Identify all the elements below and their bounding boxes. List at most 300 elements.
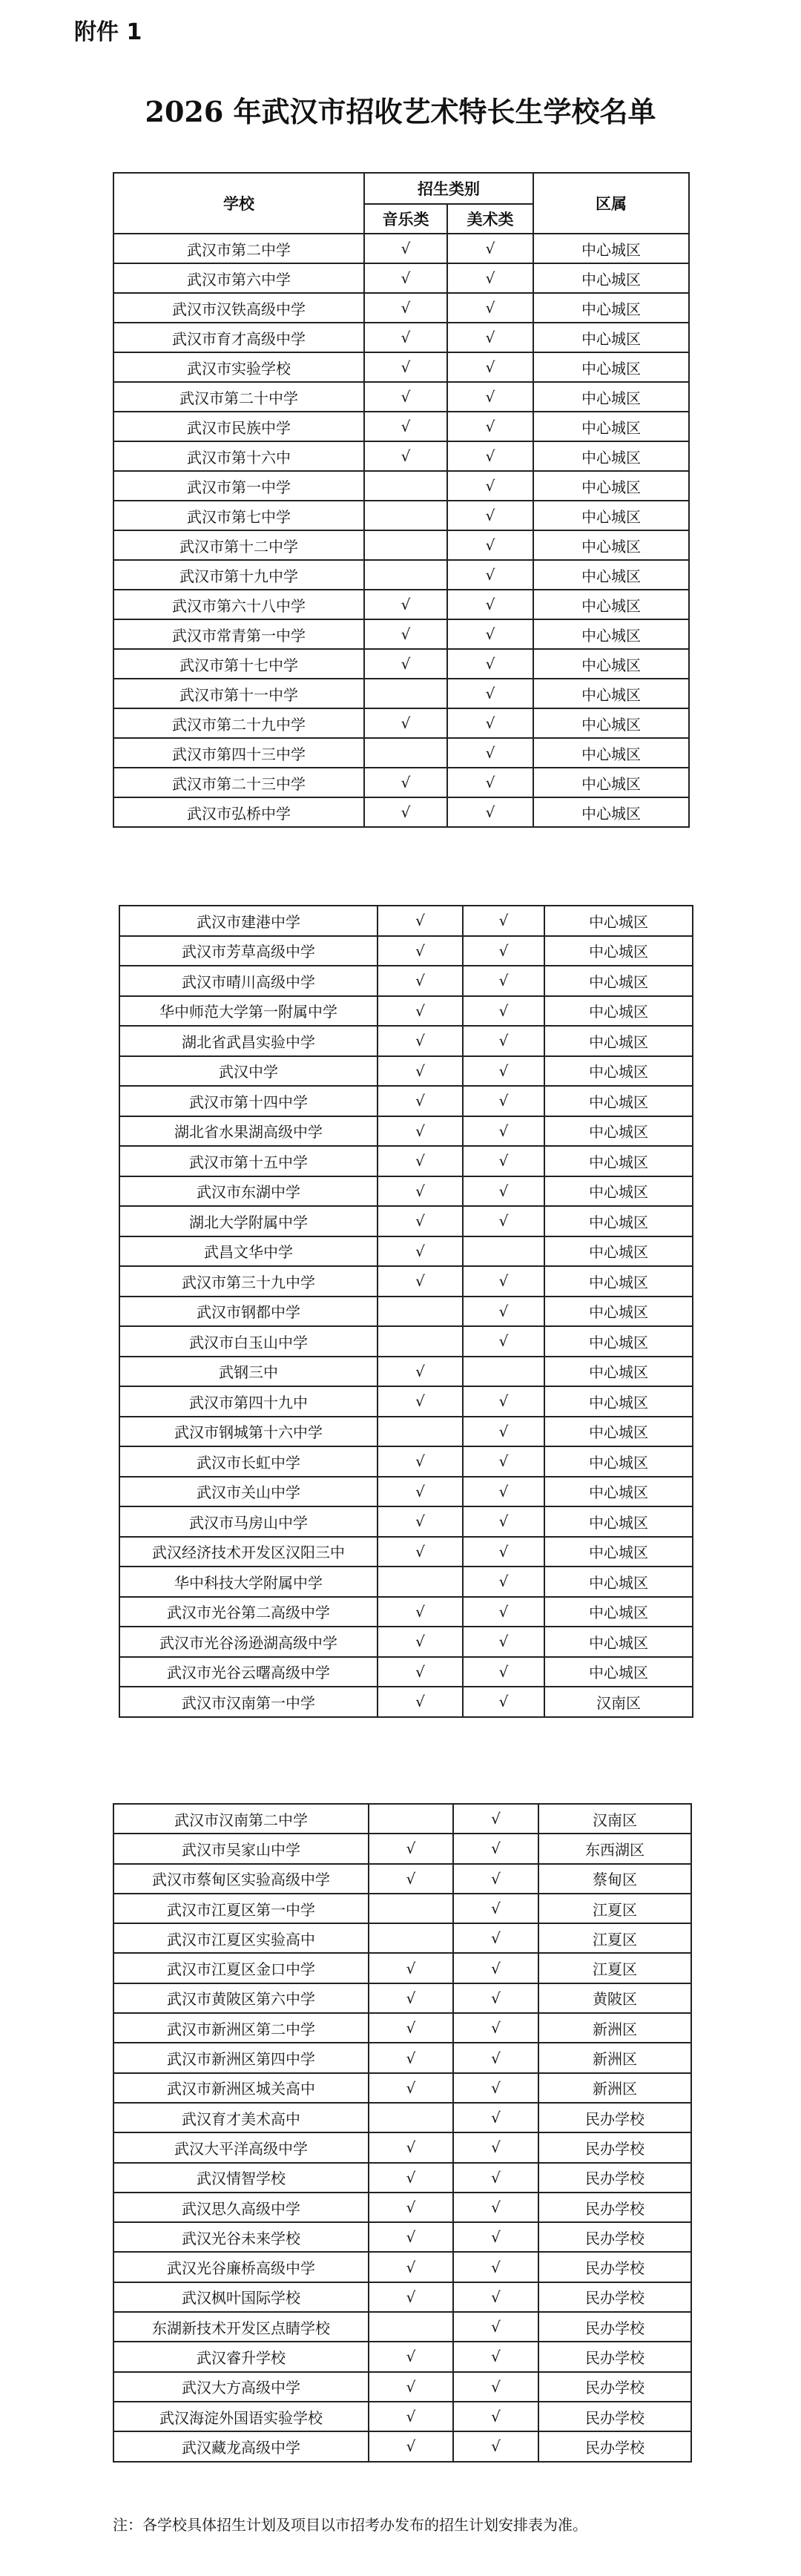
- district-cell: 东西湖区: [538, 1834, 691, 1863]
- art-check-cell: √: [453, 2312, 538, 2342]
- table-row: [113, 2043, 691, 2072]
- table-row: [119, 1687, 693, 1717]
- school-name-cell: 武汉市第十六中: [113, 441, 364, 471]
- music-check-cell: √: [378, 1446, 463, 1477]
- district-cell: 中心城区: [533, 679, 689, 708]
- art-check-cell: √: [447, 323, 533, 352]
- district-cell: 中心城区: [544, 1176, 693, 1207]
- music-check-cell: [364, 471, 447, 501]
- table-row: [113, 679, 689, 708]
- district-cell: 中心城区: [533, 768, 689, 797]
- table-row: [113, 1834, 691, 1863]
- music-check-cell: √: [369, 2132, 453, 2162]
- art-check-cell: √: [453, 1953, 538, 1983]
- music-check-cell: √: [364, 797, 447, 827]
- district-cell: 中心城区: [544, 1597, 693, 1627]
- table-row: [113, 2372, 691, 2402]
- school-name-cell: 武汉市光谷第二高级中学: [119, 1597, 378, 1627]
- art-check-cell: √: [463, 1687, 544, 1717]
- table-row: [113, 2193, 691, 2222]
- district-cell: 中心城区: [533, 263, 689, 293]
- school-name-cell: 武汉市育才高级中学: [113, 323, 364, 352]
- table-row: [113, 382, 689, 412]
- header-category: 招生类别: [364, 173, 533, 204]
- district-cell: 中心城区: [533, 323, 689, 352]
- art-check-cell: √: [463, 1297, 544, 1327]
- school-name-cell: 武汉海淀外国语实验学校: [113, 2402, 369, 2431]
- district-cell: 中心城区: [533, 471, 689, 501]
- district-cell: 江夏区: [538, 1953, 691, 1983]
- school-name-cell: 武汉市第二十三中学: [113, 768, 364, 797]
- district-cell: 中心城区: [533, 560, 689, 590]
- art-check-cell: √: [453, 1864, 538, 1894]
- school-name-cell: 湖北省水果湖高级中学: [119, 1116, 378, 1147]
- school-name-cell: 武汉枫叶国际学校: [113, 2282, 369, 2312]
- district-cell: 中心城区: [533, 649, 689, 679]
- table-row: [119, 1477, 693, 1507]
- district-cell: 中心城区: [533, 412, 689, 441]
- art-check-cell: √: [447, 441, 533, 471]
- table-row: [113, 2073, 691, 2103]
- art-check-cell: √: [453, 2132, 538, 2162]
- school-table-2: [119, 905, 693, 1718]
- table-row: [119, 1506, 693, 1537]
- district-cell: 中心城区: [544, 1537, 693, 1567]
- music-check-cell: √: [378, 1116, 463, 1147]
- art-check-cell: √: [453, 2193, 538, 2222]
- table-row: [113, 2312, 691, 2342]
- table-row: [113, 2132, 691, 2162]
- table-row: [113, 1953, 691, 1983]
- district-cell: 中心城区: [533, 382, 689, 412]
- art-check-cell: √: [447, 530, 533, 560]
- table-row: [113, 1923, 691, 1953]
- district-cell: 中心城区: [544, 1446, 693, 1477]
- art-check-cell: √: [463, 1567, 544, 1597]
- school-name-cell: 武汉市第七中学: [113, 501, 364, 530]
- school-name-cell: 武汉市第一中学: [113, 471, 364, 501]
- header-art: 美术类: [447, 204, 533, 234]
- art-check-cell: √: [463, 1146, 544, 1176]
- art-check-cell: √: [453, 1983, 538, 2013]
- school-name-cell: 武汉光谷廉桥高级中学: [113, 2252, 369, 2282]
- district-cell: 中心城区: [533, 352, 689, 382]
- attachment-label: 附件 1: [74, 19, 142, 45]
- art-check-cell: √: [447, 471, 533, 501]
- school-name-cell: 武汉市江夏区金口中学: [113, 1953, 369, 1983]
- art-check-cell: √: [453, 2013, 538, 2043]
- art-check-cell: √: [453, 2431, 538, 2461]
- table-row: [119, 1236, 693, 1267]
- art-check-cell: √: [453, 2222, 538, 2252]
- district-cell: 中心城区: [533, 619, 689, 649]
- table-row: [119, 1326, 693, 1357]
- table-row: [113, 530, 689, 560]
- art-check-cell: √: [453, 2342, 538, 2371]
- art-check-cell: √: [463, 1326, 544, 1357]
- school-name-cell: 武汉市长虹中学: [119, 1446, 378, 1477]
- table-row: [113, 2402, 691, 2431]
- school-name-cell: 武汉市第二中学: [113, 234, 364, 263]
- school-name-cell: 武汉睿升学校: [113, 2342, 369, 2371]
- art-check-cell: √: [447, 708, 533, 738]
- district-cell: 民办学校: [538, 2431, 691, 2461]
- table-row: [113, 2163, 691, 2193]
- district-cell: 中心城区: [544, 1657, 693, 1687]
- district-cell: 汉南区: [538, 1804, 691, 1834]
- art-check-cell: √: [463, 1506, 544, 1537]
- table-row: [113, 2282, 691, 2312]
- table-row: [119, 1657, 693, 1687]
- music-check-cell: √: [378, 1056, 463, 1087]
- district-cell: 民办学校: [538, 2372, 691, 2402]
- district-cell: 中心城区: [544, 1236, 693, 1267]
- school-name-cell: 武汉市新洲区第四中学: [113, 2043, 369, 2072]
- school-name-cell: 武汉光谷未来学校: [113, 2222, 369, 2252]
- art-check-cell: √: [463, 1417, 544, 1447]
- district-cell: 民办学校: [538, 2193, 691, 2222]
- music-check-cell: [378, 1326, 463, 1357]
- district-cell: 中心城区: [533, 738, 689, 768]
- district-cell: 中心城区: [533, 530, 689, 560]
- music-check-cell: [378, 1417, 463, 1447]
- music-check-cell: √: [378, 1236, 463, 1267]
- school-name-cell: 武汉市钢都中学: [119, 1297, 378, 1327]
- school-name-cell: 武汉市第十一中学: [113, 679, 364, 708]
- music-check-cell: √: [378, 936, 463, 966]
- school-name-cell: 武汉市芳草高级中学: [119, 936, 378, 966]
- art-check-cell: √: [453, 2252, 538, 2282]
- school-name-cell: 武汉思久高级中学: [113, 2193, 369, 2222]
- school-name-cell: 武汉市建港中学: [119, 906, 378, 936]
- school-name-cell: 武汉市常青第一中学: [113, 619, 364, 649]
- art-check-cell: √: [447, 590, 533, 619]
- music-check-cell: √: [369, 2013, 453, 2043]
- art-check-cell: √: [463, 1026, 544, 1056]
- art-check-cell: √: [447, 234, 533, 263]
- district-cell: 中心城区: [533, 708, 689, 738]
- district-cell: 中心城区: [544, 1506, 693, 1537]
- table-row: [119, 1567, 693, 1597]
- school-name-cell: 武汉市马房山中学: [119, 1506, 378, 1537]
- school-name-cell: 武汉市第十九中学: [113, 560, 364, 590]
- district-cell: 中心城区: [533, 590, 689, 619]
- music-check-cell: √: [369, 1834, 453, 1863]
- district-cell: 中心城区: [544, 936, 693, 966]
- art-check-cell: √: [463, 966, 544, 996]
- music-check-cell: √: [378, 1657, 463, 1687]
- school-name-cell: 武汉市第二十中学: [113, 382, 364, 412]
- table-row: [113, 560, 689, 590]
- district-cell: 新洲区: [538, 2013, 691, 2043]
- table-row: [113, 263, 689, 293]
- music-check-cell: √: [364, 293, 447, 323]
- table-row: [113, 2103, 691, 2132]
- table-row: [113, 619, 689, 649]
- district-cell: 中心城区: [544, 1386, 693, 1417]
- school-name-cell: 武汉市第十七中学: [113, 649, 364, 679]
- music-check-cell: √: [378, 1086, 463, 1116]
- district-cell: 中心城区: [533, 501, 689, 530]
- music-check-cell: √: [378, 1506, 463, 1537]
- music-check-cell: √: [378, 1206, 463, 1236]
- district-cell: 中心城区: [544, 1477, 693, 1507]
- music-check-cell: √: [369, 2163, 453, 2193]
- music-check-cell: [364, 560, 447, 590]
- art-check-cell: √: [463, 996, 544, 1027]
- district-cell: 中心城区: [544, 1056, 693, 1087]
- school-name-cell: 武汉市民族中学: [113, 412, 364, 441]
- music-check-cell: √: [369, 2372, 453, 2402]
- art-check-cell: √: [463, 1056, 544, 1087]
- music-check-cell: √: [378, 1176, 463, 1207]
- school-name-cell: 武汉市东湖中学: [119, 1176, 378, 1207]
- school-name-cell: 东湖新技术开发区点睛学校: [113, 2312, 369, 2342]
- music-check-cell: [364, 501, 447, 530]
- school-name-cell: 武汉市江夏区实验高中: [113, 1923, 369, 1953]
- district-cell: 民办学校: [538, 2402, 691, 2431]
- music-check-cell: √: [369, 1953, 453, 1983]
- art-check-cell: √: [447, 501, 533, 530]
- district-cell: 中心城区: [544, 1297, 693, 1327]
- art-check-cell: √: [463, 1086, 544, 1116]
- music-check-cell: √: [378, 1627, 463, 1657]
- art-check-cell: √: [447, 768, 533, 797]
- district-cell: 江夏区: [538, 1894, 691, 1923]
- district-cell: 中心城区: [544, 906, 693, 936]
- school-name-cell: 武汉市第六十八中学: [113, 590, 364, 619]
- music-check-cell: √: [378, 1026, 463, 1056]
- table-row: [113, 412, 689, 441]
- music-check-cell: [364, 679, 447, 708]
- school-name-cell: 武昌文华中学: [119, 1236, 378, 1267]
- art-check-cell: √: [463, 1537, 544, 1567]
- school-name-cell: 武汉藏龙高级中学: [113, 2431, 369, 2461]
- district-cell: 民办学校: [538, 2342, 691, 2371]
- table-row: [113, 352, 689, 382]
- music-check-cell: √: [369, 2043, 453, 2072]
- school-name-cell: 武汉市第十二中学: [113, 530, 364, 560]
- music-check-cell: √: [378, 1597, 463, 1627]
- music-check-cell: √: [364, 708, 447, 738]
- table-row: [113, 2431, 691, 2461]
- district-cell: 中心城区: [544, 1417, 693, 1447]
- school-name-cell: 武汉市光谷汤逊湖高级中学: [119, 1627, 378, 1657]
- art-check-cell: √: [463, 1627, 544, 1657]
- school-name-cell: 武汉市第十五中学: [119, 1146, 378, 1176]
- school-name-cell: 武钢三中: [119, 1357, 378, 1387]
- table-row: [119, 1386, 693, 1417]
- table-row: [119, 1116, 693, 1147]
- school-name-cell: 武汉中学: [119, 1056, 378, 1087]
- table-row: [113, 2252, 691, 2282]
- art-check-cell: √: [453, 2402, 538, 2431]
- district-cell: 民办学校: [538, 2252, 691, 2282]
- school-name-cell: 武汉市江夏区第一中学: [113, 1894, 369, 1923]
- music-check-cell: [369, 1894, 453, 1923]
- table-row: [119, 1086, 693, 1116]
- district-cell: 中心城区: [544, 966, 693, 996]
- music-check-cell: [378, 1297, 463, 1327]
- music-check-cell: [369, 2103, 453, 2132]
- art-check-cell: √: [453, 1804, 538, 1834]
- music-check-cell: √: [369, 2193, 453, 2222]
- music-check-cell: √: [364, 412, 447, 441]
- table-row: [119, 1357, 693, 1387]
- music-check-cell: √: [364, 441, 447, 471]
- music-check-cell: √: [364, 619, 447, 649]
- district-cell: 蔡甸区: [538, 1864, 691, 1894]
- district-cell: 中心城区: [544, 1086, 693, 1116]
- music-check-cell: √: [364, 323, 447, 352]
- school-name-cell: 武汉市白玉山中学: [119, 1326, 378, 1357]
- district-cell: 中心城区: [544, 1567, 693, 1597]
- school-name-cell: 武汉市关山中学: [119, 1477, 378, 1507]
- table-row: [119, 1266, 693, 1297]
- art-check-cell: √: [453, 2103, 538, 2132]
- table-row: [119, 1206, 693, 1236]
- district-cell: 中心城区: [544, 1146, 693, 1176]
- table-row: [113, 323, 689, 352]
- music-check-cell: √: [364, 263, 447, 293]
- school-table-1: [113, 172, 690, 828]
- art-check-cell: [463, 1236, 544, 1267]
- art-check-cell: √: [463, 1386, 544, 1417]
- music-check-cell: √: [369, 2402, 453, 2431]
- district-cell: 中心城区: [544, 1026, 693, 1056]
- art-check-cell: √: [463, 1657, 544, 1687]
- art-check-cell: √: [447, 382, 533, 412]
- table-row: [113, 234, 689, 263]
- table-row: [113, 2342, 691, 2371]
- music-check-cell: √: [364, 352, 447, 382]
- art-check-cell: √: [463, 1266, 544, 1297]
- table-row: [113, 1864, 691, 1894]
- music-check-cell: √: [378, 966, 463, 996]
- school-name-cell: 武汉市光谷云曙高级中学: [119, 1657, 378, 1687]
- table-row: [113, 2013, 691, 2043]
- art-check-cell: √: [447, 619, 533, 649]
- music-check-cell: [369, 2312, 453, 2342]
- school-name-cell: 武汉市第二十九中学: [113, 708, 364, 738]
- page-title: 2026 年武汉市招收艺术特长生学校名单: [145, 95, 656, 128]
- district-cell: 民办学校: [538, 2222, 691, 2252]
- school-name-cell: 武汉市黄陂区第六中学: [113, 1983, 369, 2013]
- music-check-cell: √: [364, 382, 447, 412]
- table-row: [113, 649, 689, 679]
- art-check-cell: √: [453, 2163, 538, 2193]
- district-cell: 新洲区: [538, 2043, 691, 2072]
- table-row: [119, 1056, 693, 1087]
- table-row: [119, 1176, 693, 1207]
- header-music: 音乐类: [364, 204, 447, 234]
- district-cell: 中心城区: [544, 1206, 693, 1236]
- school-name-cell: 武汉市实验学校: [113, 352, 364, 382]
- table-row: [119, 936, 693, 966]
- art-check-cell: √: [453, 1894, 538, 1923]
- table-row: [119, 1627, 693, 1657]
- art-check-cell: √: [447, 293, 533, 323]
- table-row: [119, 996, 693, 1027]
- art-check-cell: √: [453, 1834, 538, 1863]
- art-check-cell: √: [447, 560, 533, 590]
- music-check-cell: √: [378, 1687, 463, 1717]
- table-row: [119, 1537, 693, 1567]
- music-check-cell: √: [369, 1864, 453, 1894]
- table-row: [119, 906, 693, 936]
- music-check-cell: √: [364, 234, 447, 263]
- school-name-cell: 武汉市晴川高级中学: [119, 966, 378, 996]
- district-cell: 中心城区: [544, 1326, 693, 1357]
- school-name-cell: 武汉市汉南第一中学: [119, 1687, 378, 1717]
- table-row: [119, 966, 693, 996]
- table-row: [113, 797, 689, 827]
- music-check-cell: √: [378, 1477, 463, 1507]
- art-check-cell: √: [447, 738, 533, 768]
- district-cell: 黄陂区: [538, 1983, 691, 2013]
- district-cell: 中心城区: [533, 797, 689, 827]
- table-row: [113, 1983, 691, 2013]
- school-name-cell: 华中师范大学第一附属中学: [119, 996, 378, 1027]
- school-name-cell: 武汉市汉南第二中学: [113, 1804, 369, 1834]
- music-check-cell: [369, 1804, 453, 1834]
- art-check-cell: √: [447, 352, 533, 382]
- footnote: 注：各学校具体招生计划及项目以市招考办发布的招生计划安排表为准。: [113, 2516, 587, 2534]
- art-check-cell: √: [447, 649, 533, 679]
- music-check-cell: √: [378, 1146, 463, 1176]
- music-check-cell: √: [378, 1357, 463, 1387]
- district-cell: 汉南区: [544, 1687, 693, 1717]
- art-check-cell: √: [463, 1477, 544, 1507]
- music-check-cell: [364, 738, 447, 768]
- table-row: [113, 768, 689, 797]
- music-check-cell: √: [369, 1983, 453, 2013]
- table-row: [113, 441, 689, 471]
- art-check-cell: √: [453, 2282, 538, 2312]
- art-check-cell: √: [447, 263, 533, 293]
- art-check-cell: √: [463, 1176, 544, 1207]
- school-name-cell: 武汉市第六中学: [113, 263, 364, 293]
- school-name-cell: 武汉市第十四中学: [119, 1086, 378, 1116]
- school-name-cell: 华中科技大学附属中学: [119, 1567, 378, 1597]
- school-name-cell: 湖北省武昌实验中学: [119, 1026, 378, 1056]
- music-check-cell: √: [369, 2073, 453, 2103]
- music-check-cell: √: [369, 2282, 453, 2312]
- table-row: [119, 1597, 693, 1627]
- district-cell: 江夏区: [538, 1923, 691, 1953]
- art-check-cell: √: [463, 1206, 544, 1236]
- school-name-cell: 武汉情智学校: [113, 2163, 369, 2193]
- district-cell: 中心城区: [533, 441, 689, 471]
- music-check-cell: √: [369, 2252, 453, 2282]
- school-name-cell: 武汉市新洲区城关高中: [113, 2073, 369, 2103]
- district-cell: 民办学校: [538, 2163, 691, 2193]
- school-name-cell: 武汉市第四十九中: [119, 1386, 378, 1417]
- table-row: [113, 1894, 691, 1923]
- school-table-3: [113, 1803, 692, 2463]
- table-row: [113, 590, 689, 619]
- art-check-cell: √: [463, 1597, 544, 1627]
- art-check-cell: √: [453, 2372, 538, 2402]
- district-cell: 中心城区: [544, 1116, 693, 1147]
- school-name-cell: 武汉市蔡甸区实验高级中学: [113, 1864, 369, 1894]
- school-name-cell: 武汉市新洲区第二中学: [113, 2013, 369, 2043]
- music-check-cell: √: [378, 906, 463, 936]
- school-name-cell: 武汉大方高级中学: [113, 2372, 369, 2402]
- art-check-cell: √: [447, 412, 533, 441]
- table-row: [113, 501, 689, 530]
- music-check-cell: √: [364, 768, 447, 797]
